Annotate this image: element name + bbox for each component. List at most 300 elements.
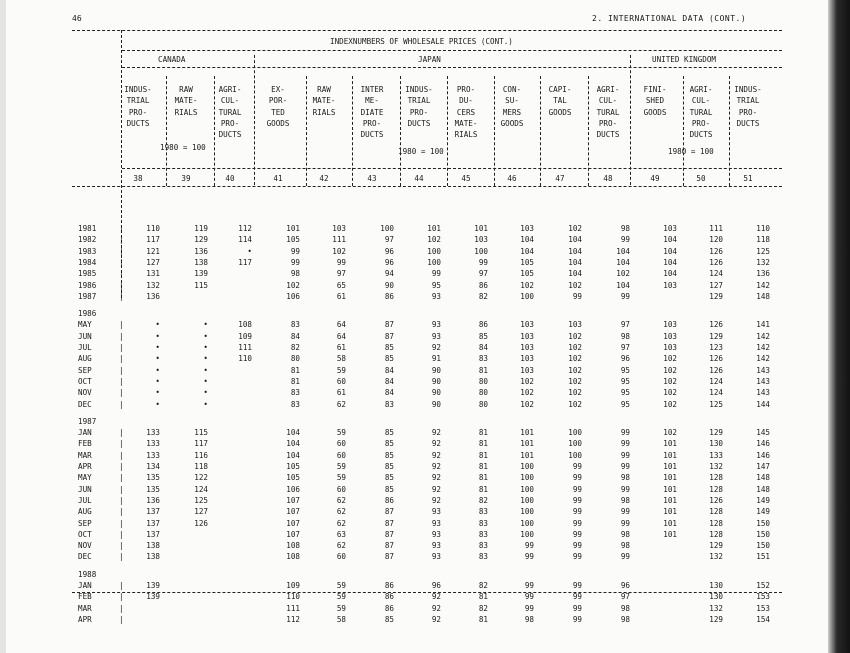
cell-value: 105: [286, 235, 300, 245]
cell-value: 99: [572, 291, 582, 301]
cell-value: 59: [336, 603, 346, 613]
column-divider: [306, 76, 307, 186]
cell-value: 101: [663, 518, 677, 528]
cell-value: 130: [709, 581, 723, 590]
cell-value: 132: [709, 603, 723, 613]
column-divider: [729, 76, 730, 186]
cell-value: 139: [194, 269, 208, 279]
cell-value: 99: [572, 603, 582, 613]
row-bar: |: [119, 541, 124, 551]
cell-value: 139: [146, 592, 160, 602]
cell-value: 103: [520, 365, 534, 375]
cell-value: 146: [756, 439, 770, 449]
cell-value: 99: [290, 246, 300, 256]
cell-value: 103: [663, 320, 677, 330]
cell-value: 60: [336, 450, 346, 460]
row-label: 1987: [78, 291, 97, 301]
cell-value: •: [155, 354, 160, 364]
cell-value: 115: [194, 280, 208, 290]
cell-value: 92: [431, 450, 441, 460]
cell-value: 129: [709, 541, 723, 551]
cell-value: 98: [620, 541, 630, 551]
cell-value: 132: [709, 462, 723, 471]
cell-value: 84: [384, 376, 394, 386]
cell-value: 102: [568, 224, 582, 233]
column-heading-line: AGRI-: [218, 85, 242, 94]
cell-value: 98: [620, 603, 630, 613]
cell-value: 90: [431, 399, 441, 409]
row-bar: |: [119, 320, 124, 330]
row-label: DEC: [78, 399, 92, 409]
column-heading-line: MATE-: [454, 118, 478, 128]
cell-value: 99: [524, 603, 534, 613]
cell-value: 64: [336, 331, 346, 341]
row-bar: |: [119, 552, 124, 562]
column-heading-line: GOODS: [643, 107, 667, 117]
cell-value: 92: [431, 484, 441, 494]
cell-value: 145: [756, 428, 770, 438]
cell-value: 128: [709, 473, 723, 483]
cell-value: 81: [478, 592, 488, 602]
cell-value: 152: [756, 581, 770, 590]
cell-value: 99: [572, 541, 582, 551]
cell-value: 99: [620, 518, 630, 528]
cell-value: 128: [709, 518, 723, 528]
row-label: 1986: [78, 280, 97, 290]
cell-value: 105: [520, 269, 534, 279]
cell-value: 62: [336, 541, 346, 551]
column-divider: [166, 76, 167, 186]
cell-value: 82: [478, 603, 488, 613]
cell-value: 102: [520, 280, 534, 290]
cell-value: 114: [238, 235, 252, 245]
cell-value: 60: [336, 376, 346, 386]
cell-value: •: [155, 343, 160, 352]
cell-value: 130: [709, 439, 723, 449]
cell-value: 102: [663, 354, 677, 364]
column-heading-line: GOODS: [266, 118, 290, 128]
cell-value: 85: [384, 462, 394, 471]
column-number: 44: [414, 174, 424, 183]
cell-value: 101: [474, 224, 488, 233]
row-label: 1984: [78, 257, 97, 267]
cell-value: 110: [756, 224, 770, 233]
cell-value: 98: [620, 224, 630, 233]
cell-value: 87: [384, 331, 394, 341]
cell-value: 150: [756, 541, 770, 551]
cell-value: 81: [478, 439, 488, 449]
row-label: JUN: [78, 484, 92, 494]
cell-value: 143: [756, 376, 770, 386]
running-head: 2. INTERNATIONAL DATA (CONT.): [592, 14, 747, 23]
cell-value: 99: [620, 235, 630, 245]
cell-value: 126: [709, 354, 723, 364]
cell-value: 84: [384, 365, 394, 375]
rule-country: [122, 67, 782, 68]
cell-value: 83: [290, 320, 300, 330]
cell-value: 86: [384, 581, 394, 590]
cell-value: 83: [478, 518, 488, 528]
column-heading-line: TED: [271, 107, 285, 117]
cell-value: 96: [431, 581, 441, 590]
cell-value: 83: [478, 507, 488, 517]
row-label: MAR: [78, 603, 92, 613]
cell-value: 101: [520, 439, 534, 449]
column-heading-line: PRO-: [598, 118, 618, 128]
cell-value: 99: [431, 269, 441, 279]
column-heading-line: PRO-: [362, 118, 382, 128]
cell-value: 102: [332, 246, 346, 256]
cell-value: 107: [286, 518, 300, 528]
cell-value: 99: [620, 552, 630, 562]
column-divider: [447, 76, 448, 186]
cell-value: 85: [384, 428, 394, 438]
cell-value: 101: [663, 507, 677, 517]
column-heading-line: DUCTS: [407, 118, 431, 128]
cell-value: 104: [568, 246, 582, 256]
row-bar: |: [119, 450, 124, 460]
row-bar: |: [119, 399, 124, 409]
row-label: JUN: [78, 331, 92, 341]
column-heading-line: DU-: [459, 96, 473, 106]
column-heading-line: DUCTS: [689, 130, 713, 140]
cell-value: 93: [431, 552, 441, 562]
cell-value: 97: [336, 269, 346, 279]
cell-value: 131: [146, 269, 160, 279]
row-label: SEP: [78, 365, 92, 375]
cell-value: 111: [332, 235, 346, 245]
row-label: 1988: [78, 569, 97, 579]
column-heading-line: RAW: [317, 85, 331, 94]
country-canada: CANADA: [158, 55, 186, 64]
cell-value: 101: [663, 484, 677, 494]
cell-value: 148: [756, 473, 770, 483]
cell-value: 59: [336, 365, 346, 375]
cell-value: 102: [568, 388, 582, 398]
cell-value: 126: [709, 257, 723, 267]
column-divider: [588, 76, 589, 186]
cell-value: 126: [709, 246, 723, 256]
column-divider: [540, 76, 541, 186]
cell-value: 107: [286, 495, 300, 505]
table-title: INDEXNUMBERS OF WHOLESALE PRICES (CONT.): [330, 37, 513, 46]
cell-value: 81: [290, 376, 300, 386]
cell-value: 144: [756, 399, 770, 409]
cell-value: 101: [663, 462, 677, 471]
cell-value: 118: [194, 462, 208, 471]
cell-value: 102: [568, 376, 582, 386]
cell-value: 86: [478, 280, 488, 290]
row-bar: |: [119, 518, 124, 528]
cell-value: 100: [380, 224, 394, 233]
row-label: JUL: [78, 343, 92, 352]
column-heading-line: CUL-: [598, 96, 618, 106]
cell-value: 61: [336, 388, 346, 398]
cell-value: 99: [572, 614, 582, 624]
column-heading-line: CUL-: [691, 96, 711, 106]
cell-value: 125: [709, 399, 723, 409]
cell-value: 101: [663, 450, 677, 460]
rule-top: [72, 30, 782, 31]
cell-value: 59: [336, 428, 346, 438]
column-heading-line: RIALS: [312, 107, 336, 117]
cell-value: 84: [478, 343, 488, 352]
row-bar: |: [119, 529, 124, 539]
cell-value: •: [155, 399, 160, 409]
cell-value: 129: [709, 291, 723, 301]
cell-value: 108: [238, 320, 252, 330]
row-bar: |: [119, 581, 124, 590]
row-bar: |: [119, 280, 124, 290]
cell-value: 108: [286, 552, 300, 562]
cell-value: 100: [520, 529, 534, 539]
cell-value: 92: [431, 495, 441, 505]
cell-value: 92: [431, 603, 441, 613]
row-bar: |: [119, 603, 124, 613]
cell-value: •: [203, 331, 208, 341]
cell-value: 153: [756, 592, 770, 602]
cell-value: 102: [663, 428, 677, 438]
column-heading-line: SHED: [645, 96, 665, 106]
cell-value: 93: [431, 291, 441, 301]
cell-value: 102: [520, 376, 534, 386]
cell-value: 99: [620, 291, 630, 301]
cell-value: 101: [286, 224, 300, 233]
column-heading-line: TRIAL: [126, 96, 150, 106]
cell-value: 90: [431, 388, 441, 398]
page-number: 46: [72, 14, 82, 23]
row-label: DEC: [78, 552, 92, 562]
cell-value: 138: [146, 541, 160, 551]
row-bar: |: [119, 484, 124, 494]
cell-value: 106: [286, 484, 300, 494]
cell-value: 82: [478, 291, 488, 301]
cell-value: 92: [431, 473, 441, 483]
cell-value: 103: [663, 331, 677, 341]
column-number: 50: [696, 174, 706, 183]
cell-value: 143: [756, 365, 770, 375]
cell-value: 104: [568, 257, 582, 267]
cell-value: 101: [427, 224, 441, 233]
cell-value: 64: [336, 320, 346, 330]
cell-value: 59: [336, 473, 346, 483]
row-bar: |: [119, 428, 124, 438]
cell-value: •: [155, 388, 160, 398]
column-heading-line: TRIAL: [736, 96, 760, 106]
cell-value: 123: [709, 343, 723, 352]
cell-value: 142: [756, 343, 770, 352]
cell-value: 90: [384, 280, 394, 290]
cell-value: 86: [384, 592, 394, 602]
cell-value: 99: [572, 529, 582, 539]
cell-value: 98: [620, 331, 630, 341]
cell-value: 127: [709, 280, 723, 290]
row-label: AUG: [78, 354, 92, 364]
cell-value: 85: [384, 614, 394, 624]
cell-value: 83: [478, 541, 488, 551]
cell-value: •: [203, 365, 208, 375]
row-label: SEP: [78, 518, 92, 528]
cell-value: •: [203, 320, 208, 330]
row-label: MAY: [78, 320, 92, 330]
cell-value: 102: [568, 343, 582, 352]
base-japan: 1980 = 100: [398, 147, 444, 156]
cell-value: 138: [194, 257, 208, 267]
cell-value: 99: [524, 552, 534, 562]
column-number: 39: [181, 174, 191, 183]
cell-value: 61: [336, 343, 346, 352]
row-bar: |: [119, 246, 124, 256]
column-heading-line: FINI-: [643, 85, 667, 94]
cell-value: 124: [709, 269, 723, 279]
cell-value: 99: [620, 439, 630, 449]
cell-value: 102: [663, 376, 677, 386]
cell-value: 150: [756, 529, 770, 539]
column-number: 43: [367, 174, 377, 183]
cell-value: 102: [520, 399, 534, 409]
cell-value: 148: [756, 484, 770, 494]
column-heading-line: SU-: [505, 96, 519, 106]
cell-value: 102: [663, 365, 677, 375]
cell-value: 99: [620, 428, 630, 438]
cell-value: 103: [520, 331, 534, 341]
column-divider: [352, 76, 353, 186]
cell-value: 107: [286, 529, 300, 539]
column-heading-line: CERS: [456, 107, 476, 117]
cell-value: 86: [384, 291, 394, 301]
column-heading-line: PRO-: [409, 107, 429, 117]
cell-value: 104: [568, 269, 582, 279]
cell-value: 87: [384, 507, 394, 517]
row-bar: |: [119, 495, 124, 505]
cell-value: 129: [709, 614, 723, 624]
cell-value: 59: [336, 462, 346, 471]
row-label: 1983: [78, 246, 97, 256]
cell-value: 103: [520, 320, 534, 330]
cell-value: 95: [620, 399, 630, 409]
cell-value: 147: [756, 462, 770, 471]
cell-value: •: [247, 246, 252, 256]
column-divider: [683, 76, 684, 186]
cell-value: 62: [336, 495, 346, 505]
cell-value: 129: [709, 428, 723, 438]
cell-value: 61: [336, 291, 346, 301]
row-bar: |: [119, 462, 124, 471]
cell-value: 80: [478, 399, 488, 409]
cell-value: 102: [663, 388, 677, 398]
cell-value: 111: [238, 343, 252, 352]
cell-value: 133: [146, 439, 160, 449]
cell-value: •: [203, 388, 208, 398]
base-canada: 1980 = 100: [160, 143, 206, 152]
cell-value: 100: [520, 507, 534, 517]
cell-value: 99: [620, 507, 630, 517]
cell-value: 148: [756, 291, 770, 301]
column-heading-line: CUL-: [220, 96, 240, 106]
cell-value: 96: [620, 581, 630, 590]
cell-value: 100: [520, 495, 534, 505]
cell-value: 99: [572, 518, 582, 528]
column-number: 40: [225, 174, 235, 183]
cell-value: 128: [709, 529, 723, 539]
cell-value: 112: [286, 614, 300, 624]
cell-value: 101: [663, 495, 677, 505]
cell-value: 102: [616, 269, 630, 279]
cell-value: 139: [146, 581, 160, 590]
cell-value: 99: [478, 257, 488, 267]
row-label: JAN: [78, 581, 92, 590]
row-bar: |: [119, 592, 124, 602]
cell-value: 119: [194, 224, 208, 233]
cell-value: 82: [478, 495, 488, 505]
cell-value: 126: [709, 495, 723, 505]
cell-value: 94: [384, 269, 394, 279]
row-label: 1981: [78, 224, 97, 233]
cell-value: 149: [756, 495, 770, 505]
cell-value: 100: [568, 450, 582, 460]
column-heading-line: TAL: [553, 96, 567, 106]
cell-value: 81: [290, 365, 300, 375]
cell-value: 117: [194, 439, 208, 449]
cell-value: 99: [336, 257, 346, 267]
cell-value: 103: [520, 354, 534, 364]
cell-value: 135: [146, 484, 160, 494]
row-bar: |: [119, 354, 124, 364]
cell-value: 100: [427, 257, 441, 267]
cell-value: 98: [620, 529, 630, 539]
cell-value: 86: [384, 495, 394, 505]
cell-value: 84: [384, 388, 394, 398]
cell-value: 101: [663, 439, 677, 449]
cell-value: 85: [384, 343, 394, 352]
cell-value: 103: [663, 224, 677, 233]
cell-value: 142: [756, 331, 770, 341]
cell-value: 99: [572, 473, 582, 483]
column-number: 42: [319, 174, 329, 183]
cell-value: 104: [520, 246, 534, 256]
cell-value: 99: [620, 450, 630, 460]
cell-value: 81: [478, 473, 488, 483]
cell-value: 103: [474, 235, 488, 245]
cell-value: 154: [756, 614, 770, 624]
cell-value: 149: [756, 507, 770, 517]
cell-value: 112: [238, 224, 252, 233]
column-number: 41: [273, 174, 283, 183]
row-bar: |: [119, 224, 124, 233]
cell-value: 101: [663, 529, 677, 539]
cell-value: 81: [478, 614, 488, 624]
cell-value: 99: [524, 541, 534, 551]
cell-value: 100: [568, 439, 582, 449]
cell-value: 126: [194, 518, 208, 528]
cell-value: 97: [478, 269, 488, 279]
country-japan: JAPAN: [418, 55, 441, 64]
cell-value: 90: [431, 365, 441, 375]
cell-value: 92: [431, 462, 441, 471]
cell-value: 104: [286, 439, 300, 449]
cell-value: 59: [336, 581, 346, 590]
row-bar: |: [119, 473, 124, 483]
column-heading-line: INDUS-: [124, 85, 152, 94]
cell-value: 104: [286, 428, 300, 438]
row-label: JAN: [78, 428, 92, 438]
cell-value: 102: [568, 280, 582, 290]
cell-value: 104: [616, 280, 630, 290]
row-bar: |: [119, 269, 124, 279]
cell-value: 58: [336, 614, 346, 624]
cell-value: 102: [568, 399, 582, 409]
scan-right-edge: [828, 0, 850, 653]
